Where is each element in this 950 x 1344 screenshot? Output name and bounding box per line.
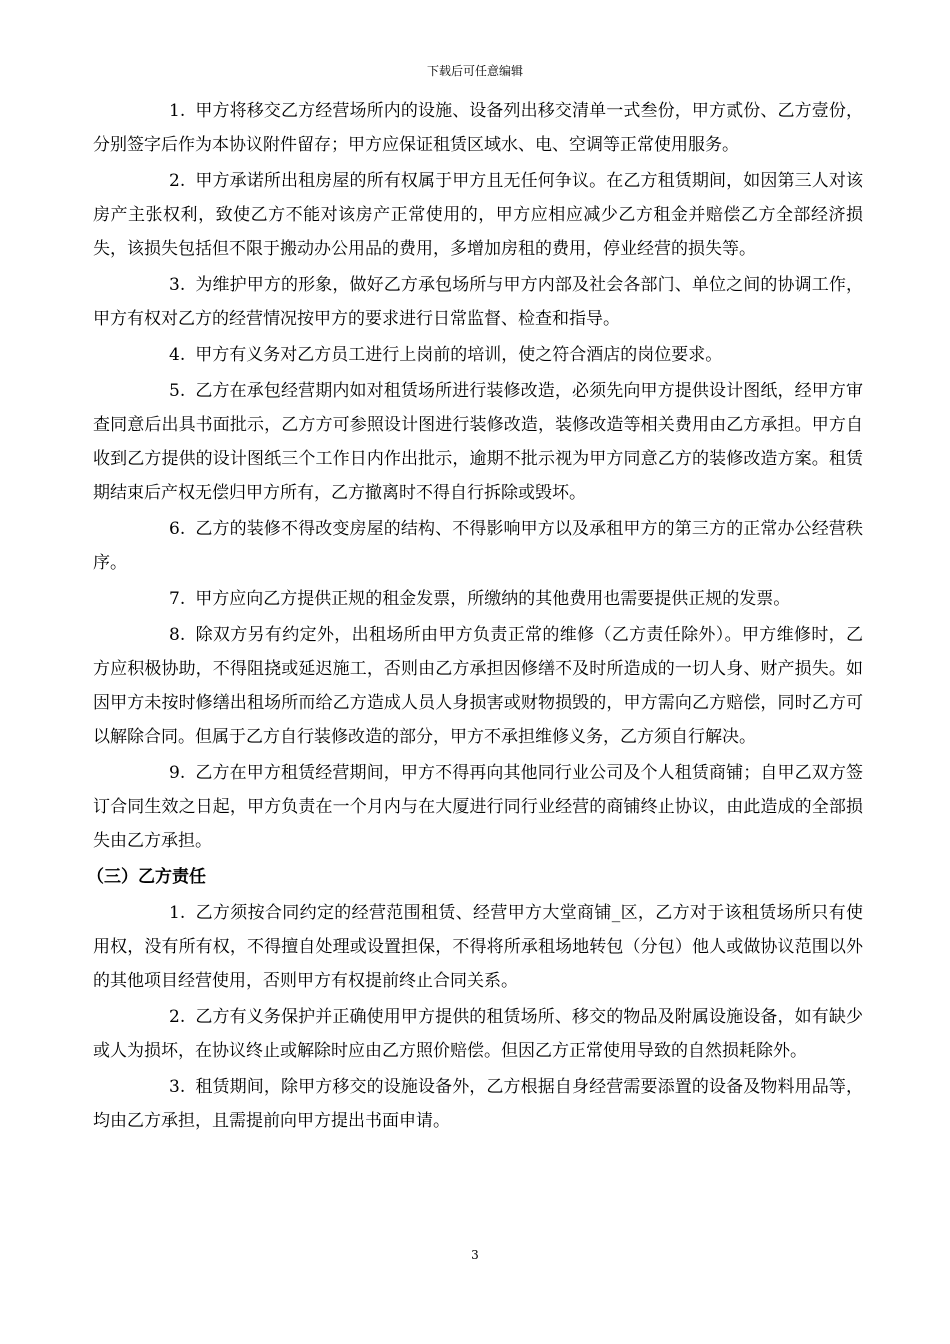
clause-text: 乙方有义务保护并正确使用甲方提供的租赁场所、移交的物品及附属设施设备，如有缺少或人为损坏，在协议终止或解除时应由乙方照价赔偿。但因乙方正常使用导致的自然损耗除外。 [93,1007,863,1061]
clause-number: 9. [169,763,186,783]
clause-text: 乙方在承包经营期内如对租赁场所进行装修改造，必须先向甲方提供设计图纸，经甲方审查同意后出具书面批示，乙方方可参照设计图进行装修改造，装修改造等相关费用由乙方承担。甲方自收到乙方提供的设计图纸三个工作日内作出批示，逾期不批示视为甲方同意乙方的装修改造方案。租赁期结束后产权无偿归甲方所有，乙方撤离时不得自行拆除或毁坏。 [93,381,863,503]
clause-a9 [93,756,863,858]
clause-b2 [93,1000,863,1068]
clause-number: 2. [169,1007,186,1027]
clause-text: 除双方另有约定外，出租场所由甲方负责正常的维修（乙方责任除外）。甲方维修时，乙方应积极协助，不得阻挠或延迟施工，否则由乙方承担因修缮不及时所造成的一切人身、财产损失。如因甲方未按时修缮出租场所而给乙方造成人员人身损害或财物损毁的，甲方需向乙方赔偿，同时乙方可以解除合同。但属于乙方自行装修改造的部分，甲方不承担维修义务，乙方须自行解决。 [93,625,863,747]
clause-number: 5. [169,381,186,401]
clause-text: 为维护甲方的形象，做好乙方承包场所与甲方内部及社会各部门、单位之间的协调工作，甲方有权对乙方的经营情况按甲方的要求进行日常监督、检查和指导。 [93,275,863,329]
clause-number: 1. [169,101,186,121]
clause-b3 [93,1070,863,1138]
clause-text: 甲方承诺所出租房屋的所有权属于甲方且无任何争议。在乙方租赁期间，如因第三人对该房产主张权利，致使乙方不能对该房产正常使用的，甲方应相应减少乙方租金并赔偿乙方全部经济损失，该损失包括但不限于搬动办公用品的费用，多增加房租的费用，停业经营的损失等。 [93,171,863,259]
clause-number: 6. [169,519,186,539]
clause-a8 [93,618,863,754]
clause-a4 [93,338,863,372]
document-body [87,94,863,1140]
clause-number: 8. [169,625,186,645]
clause-text: 乙方的装修不得改变房屋的结构、不得影响甲方以及承租甲方的第三方的正常办公经营秩序。 [93,519,863,573]
clause-a6 [93,512,863,580]
page-number: 3 [471,1248,479,1262]
clause-number: 7. [169,589,186,609]
section-title: （三）乙方责任 [87,867,206,887]
clause-a2 [93,164,863,266]
clause-number: 3. [169,1077,186,1097]
clause-text: 甲方有义务对乙方员工进行上岗前的培训，使之符合酒店的岗位要求。 [195,345,723,365]
page-header: 下载后可任意编辑 [426,64,523,78]
clause-b1 [93,896,863,998]
clause-text: 乙方须按合同约定的经营范围租赁、经营甲方大堂商铺_区，乙方对于该租赁场所只有使用权，没有所有权，不得擅自处理或设置担保，不得将所承租场地转包（分包）他人或做协议范围以外的其他项目经营使用，否则甲方有权提前终止合同关系。 [93,903,863,991]
clause-text: 甲方将移交乙方经营场所内的设施、设备列出移交清单一式叁份，甲方贰份、乙方壹份，分别签字后作为本协议附件留存；甲方应保证租赁区域水、电、空调等正常使用服务。 [93,101,863,155]
clause-number: 4. [169,345,186,365]
clause-number: 2. [169,171,186,191]
clause-a5 [93,374,863,510]
clause-number: 3. [169,275,186,295]
clause-number: 1. [169,903,186,923]
clause-a7 [93,582,863,616]
clause-a1 [93,94,863,162]
clause-a3 [93,268,863,336]
clause-text: 租赁期间，除甲方移交的设施设备外，乙方根据自身经营需要添置的设备及物料用品等，均由乙方承担，且需提前向甲方提出书面申请。 [93,1077,863,1131]
clause-text: 乙方在甲方租赁经营期间，甲方不得再向其他同行业公司及个人租赁商铺；自甲乙双方签订合同生效之日起，甲方负责在一个月内与在大厦进行同行业经营的商铺终止协议，由此造成的全部损失由乙方承担。 [93,763,863,851]
clause-text: 甲方应向乙方提供正规的租金发票，所缴纳的其他费用也需要提供正规的发票。 [195,589,791,609]
